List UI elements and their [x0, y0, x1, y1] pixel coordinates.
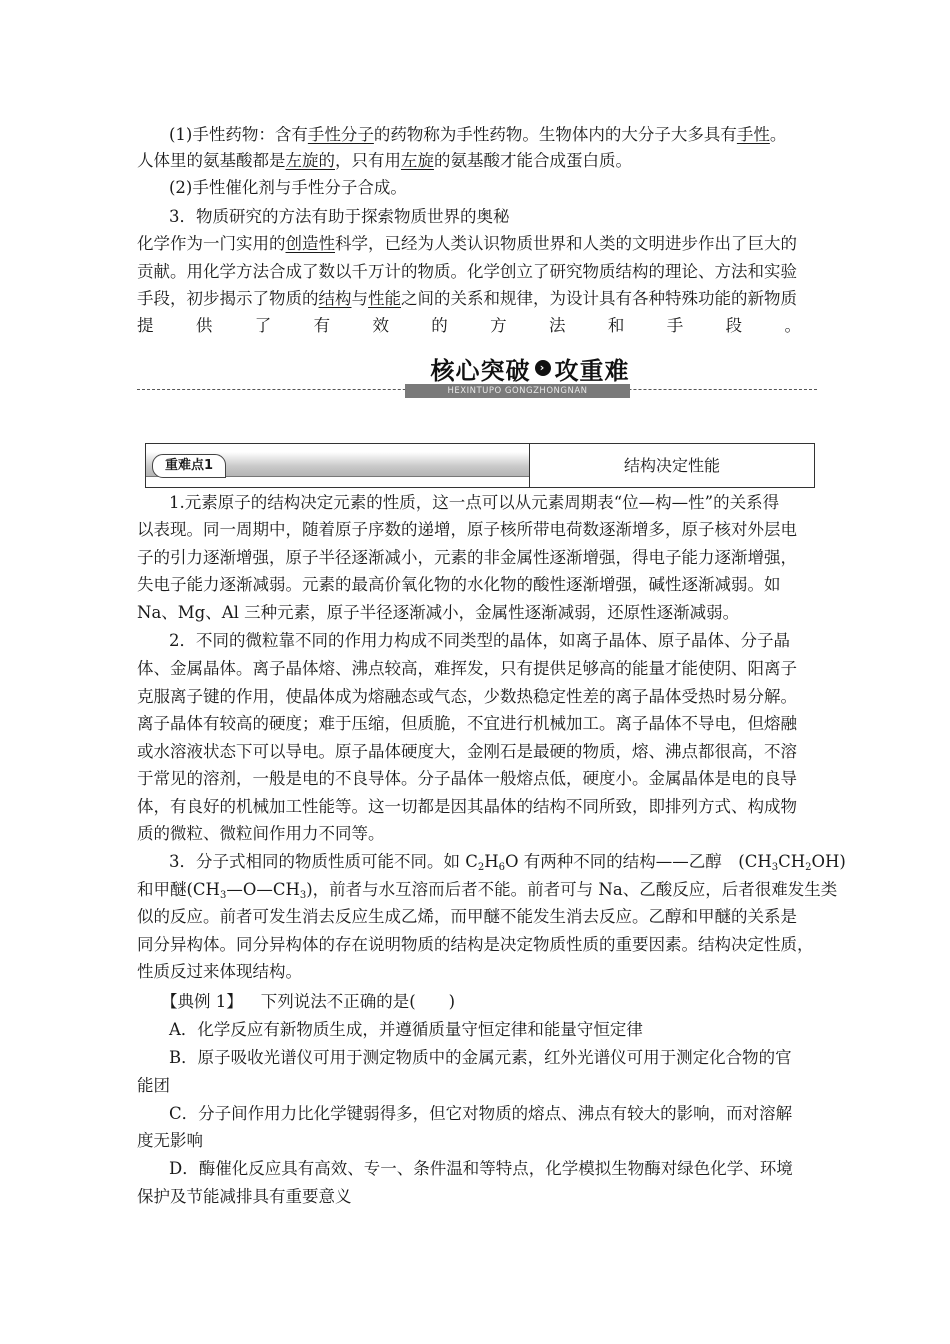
banner-subtitle: HEXINTUPO GONGZHONGNAN	[405, 384, 630, 398]
option-b: B．原子吸收光谱仪可用于测定物质中的金属元素，红外光谱仪可用于测定化合物的官	[169, 1048, 792, 1067]
option-a: A．化学反应有新物质生成，并遵循质量守恒定律和能量守恒定律	[169, 1020, 643, 1039]
subscript: 2	[477, 862, 485, 873]
key-point-box	[145, 443, 815, 488]
para-2-line: 质的微粒、微粒间作用力不同等。	[137, 824, 385, 843]
char: 效	[372, 316, 389, 335]
para-3-line: 似的反应。前者可发生消去反应生成乙烯，而甲醚不能发生消去反应。乙醇和甲醚的关系是	[137, 907, 797, 926]
para-1-line: 1.元素原子的结构决定元素的性质，这一点可以从元素周期表“位—构—性”的关系得	[169, 493, 780, 512]
text-span: 和甲醚(CH	[137, 880, 220, 899]
char: 供	[195, 316, 213, 335]
char: 。	[784, 316, 801, 335]
subscript: 2	[805, 862, 812, 873]
char: 有	[313, 316, 331, 335]
text-span: 3．分子式相同的物质性质可能不同。如 C	[169, 852, 478, 871]
example-question	[161, 991, 455, 1013]
key-point-tag: 重难点1	[152, 454, 226, 478]
char: 了	[254, 316, 272, 335]
option-d: D．酶催化反应具有高效、专一、条件温和等特点，化学模拟生物酶对绿色化学、环境	[169, 1159, 793, 1178]
para-3-line	[169, 851, 846, 873]
para-3-line: 性质反过来体现结构。	[137, 962, 302, 981]
para-2-line: 离子晶体有较高的硬度；难于压缩，但质脆，不宜进行机械加工。离子晶体不导电，但熔融	[137, 714, 797, 733]
chiral-drug-line-1	[169, 124, 786, 146]
blank-answer: 创造性	[285, 234, 335, 253]
para-2-line: 2．不同的微粒靠不同的作用力构成不同类型的晶体，如离子晶体、原子晶体、分子晶	[169, 631, 790, 650]
text-span: 的药物称为手性药物。生物体内的大分子大多具有	[373, 125, 737, 144]
banner-title-right: 攻重难	[554, 356, 630, 385]
section-banner	[405, 352, 655, 384]
para-2-line: 或水溶液状态下可以导电。原子晶体硬度大，金刚石是最硬的物质，熔、沸点都很高，不溶	[137, 742, 797, 761]
text-span: )，前者与水互溶而后者不能。前者可与 Na、乙酸反应，后者很难发生类	[306, 880, 838, 899]
para-1-line: 失电子能力逐渐减弱。元素的最高价氧化物的水化物的酸性逐渐增强，碱性逐渐减弱。如	[137, 575, 781, 594]
char: 方	[490, 316, 507, 335]
para-2-line: 克服离子键的作用，使晶体成为熔融态或气态，少数热稳定性差的离子晶体受热时易分解。	[137, 687, 797, 706]
text-span: 与	[351, 289, 368, 308]
text-span: 之间的关系和规律，为设计具有各种特殊功能的新物质	[401, 289, 797, 308]
question-text: 下列说法不正确的是( )	[260, 992, 456, 1011]
key-point-tab	[146, 452, 529, 477]
para-1-line: 以表现。同一周期中，随着原子序数的递增，原子核所带电荷数逐渐增多，原子核对外层电	[137, 520, 797, 539]
subscript: 3	[219, 890, 227, 901]
subscript: 3	[299, 890, 307, 901]
chiral-drug-line-2	[137, 150, 632, 172]
text-span: O 有两种不同的结构——乙醇 (CH	[505, 852, 772, 871]
text-span: —O—CH	[226, 880, 300, 899]
para-2-line: 体、金属晶体。离子晶体熔、沸点较高，难挥发，只有提供足够高的能量才能使阴、阳离子	[137, 659, 797, 678]
section-3-line-4	[137, 315, 801, 337]
key-point-title: 结构决定性能	[623, 456, 720, 475]
text-span: (1)手性药物：含有	[169, 125, 308, 144]
option-c: C．分子间作用力比化学键弱得多，但它对物质的熔点、沸点有较大的影响，而对溶解	[169, 1104, 793, 1123]
text-span: 。	[769, 125, 787, 144]
blank-answer: 手性	[736, 125, 770, 144]
text-span: OH)	[811, 852, 846, 871]
option-b-cont: 能团	[137, 1076, 170, 1095]
blank-answer: 结构	[318, 289, 352, 308]
blank-answer: 性能	[368, 289, 401, 308]
char: 和	[607, 316, 625, 335]
char: 提	[137, 316, 154, 335]
text-span: 科学，已经为人类认识物质世界和人类的文明进步作出了巨大的	[335, 234, 797, 253]
option-c-cont: 度无影响	[137, 1131, 203, 1150]
text-span: ，只有用	[335, 151, 401, 170]
section-3-line-1	[137, 233, 797, 255]
section-3-line-2: 贡献。用化学方法合成了数以千万计的物质。化学创立了研究物质结构的理论、方法和实验	[137, 262, 797, 281]
para-1-line: 子的引力逐渐增强，原子半径逐渐减小，元素的非金属性逐渐增强，得电子能力逐渐增强，	[137, 548, 797, 567]
chiral-catalyst-line: (2)手性催化剂与手性分子合成。	[169, 178, 407, 197]
char: 手	[666, 316, 684, 335]
text-span: 人体里的氨基酸都是	[137, 151, 286, 170]
text-span: 化学作为一门实用的	[137, 234, 286, 253]
char: 法	[549, 316, 566, 335]
section-3-heading: 3．物质研究的方法有助于探索物质世界的奥秘	[169, 207, 510, 226]
para-1-line: Na、Mg、Al 三种元素，原子半径逐渐减小，金属性逐渐减弱，还原性逐渐减弱。	[137, 603, 740, 622]
subscript: 6	[498, 862, 506, 873]
text-span: H	[484, 852, 499, 871]
banner-title-left: 核心突破	[430, 356, 531, 385]
example-label: 【典例 1】	[161, 992, 243, 1011]
para-3-line	[137, 879, 837, 901]
blank-answer: 左旋的	[285, 151, 335, 170]
text-span: 的氨基酸才能合成蛋白质。	[434, 151, 632, 170]
option-d-cont: 保护及节能减排具有重要意义	[137, 1187, 352, 1206]
text-span: CH	[778, 852, 806, 871]
blank-answer: 手性分子	[307, 125, 374, 144]
section-3-line-3	[137, 288, 797, 310]
para-3-line: 同分异构体。同分异构体的存在说明物质的结构是决定物质性质的重要因素。结构决定性质，	[137, 935, 814, 954]
char: 的	[431, 316, 448, 335]
text-span: 手段，初步揭示了物质的	[137, 289, 319, 308]
para-2-line: 体，有良好的机械加工性能等。这一切都是因其晶体的结构不同所致，即排列方式、构成物	[137, 797, 797, 816]
subscript: 3	[771, 862, 779, 873]
blank-answer: 左旋	[401, 151, 434, 170]
chevron-right-icon: ›	[535, 360, 551, 376]
para-2-line: 于常见的溶剂，一般是电的不良导体。分子晶体一般熔点低，硬度小。金属晶体是电的良导	[137, 769, 797, 788]
char: 段	[725, 316, 743, 335]
